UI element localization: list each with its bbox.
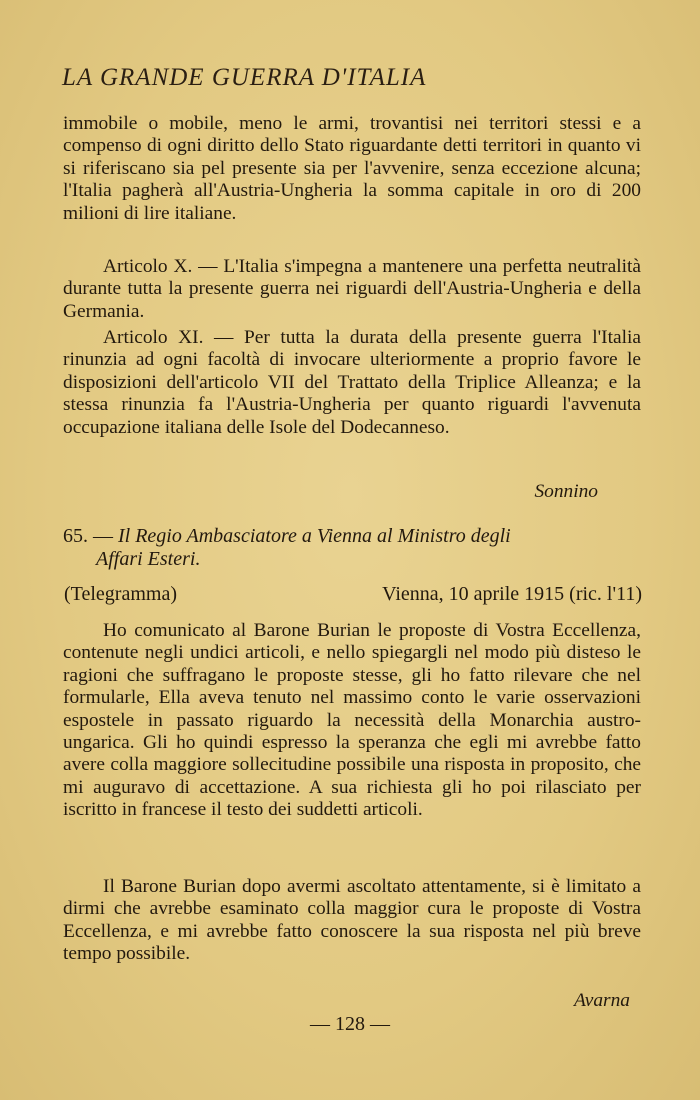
- signature-avarna: Avarna: [573, 990, 630, 1011]
- telegram-type: (Telegramma): [64, 583, 177, 605]
- article-x: Articolo X. — L'Italia s'impegna a mantenere una perfetta neutralità durante tutta la presente guerra nei riguardi dell'Austria-Ungheria e della Germania.: [63, 256, 641, 322]
- running-title: LA GRANDE GUERRA D'ITALIA: [62, 64, 427, 91]
- telegram-place-date: Vienna, 10 aprile 1915 (ric. l'11): [382, 583, 642, 605]
- document-title-line-2: Affari Esteri.: [96, 548, 201, 570]
- article-xi: Articolo XI. — Per tutta la durata della presente guerra l'Italia rinunzia ad ogni facoltà di invocare ulteriormente a proprio favore le disposizioni dell'articolo VII del Trattato della Triplice Alleanza; e la stessa rinunzia fa l'Austria-Ungheria per quanto riguardi l'avvenuta occupazione italiana delle Isole del Dodecanneso.: [63, 327, 641, 438]
- signature-sonnino: Sonnino: [534, 481, 598, 502]
- page-number: — 128 —: [310, 1013, 390, 1035]
- document-number: 65. —: [63, 525, 113, 547]
- paragraph-continuation: immobile o mobile, meno le armi, trovantisi nei territori stessi e a compenso di ogni diritto dello Stato riguardante detti territori in quanto vi si riferiscano sia pel presente sia per l'avvenire, senza eccezione alcuna; l'Italia pagherà all'Austria-Ungheria la somma capitale in oro di 200 milioni di lire italiane.: [63, 113, 641, 224]
- telegram-paragraph-1: Ho comunicato al Barone Burian le proposte di Vostra Eccellenza, contenute negli undici articoli, e nello spiegargli nel modo più disteso le ragioni che suffragano le proposte stesse, gli ho fatto rilevare che nel formularle, Ella aveva tenuto nel massimo conto le varie osservazioni espostele in passato riguardo la necessità della Monarchia austro-ungarica. Gli ho quindi espresso la speranza che egli mi avrebbe fatto avere colla maggiore sollecitudine possibile una risposta in proposito, che mi auguravo di accettazione. A sua richiesta gli ho poi rilasciato per iscritto in francese il testo dei suddetti articoli.: [63, 620, 641, 821]
- telegram-paragraph-2: Il Barone Burian dopo avermi ascoltato attentamente, si è limitato a dirmi che avrebbe esaminato colla maggior cura le proposte di Vostra Eccellenza, e mi avrebbe fatto conoscere la sua risposta nel più breve tempo possibile.: [63, 876, 641, 965]
- document-heading: [63, 525, 643, 571]
- document-title-line-1: Il Regio Ambasciatore a Vienna al Ministro degli: [118, 525, 511, 547]
